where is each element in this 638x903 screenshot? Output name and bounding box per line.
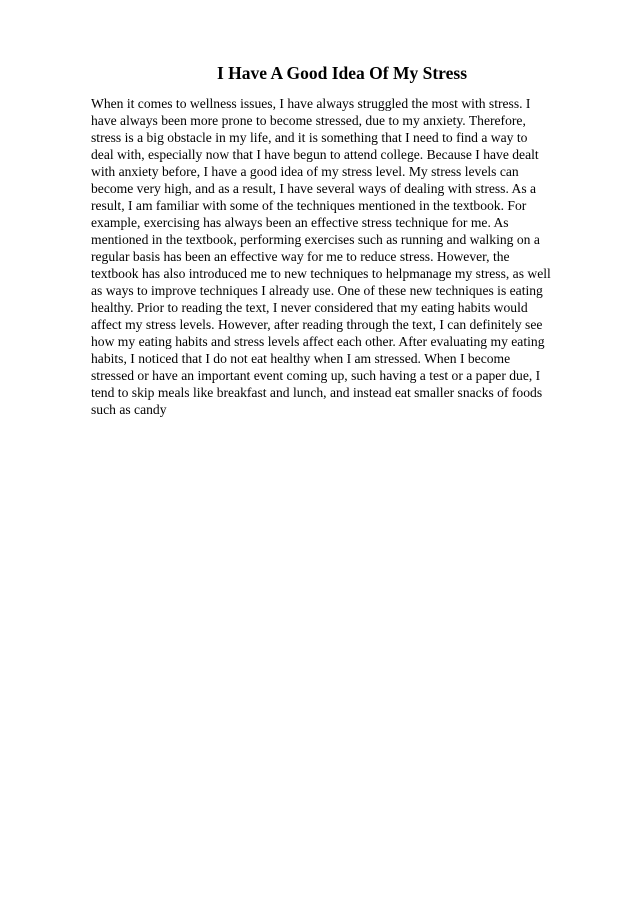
body-line: stress is a big obstacle in my life, and it is something that I need to find a way to [91,130,528,145]
body-line: as ways to improve techniques I already use. One of these new techniques is eating [91,283,543,298]
document-body [91,95,591,418]
body-line: deal with, especially now that I have begun to attend college. Because I have dealt [91,147,539,162]
body-line: tend to skip meals like breakfast and lunch, and instead eat smaller snacks of foods [91,385,543,400]
body-line: result, I am familiar with some of the techniques mentioned in the textbook. For [91,198,527,213]
document-title: I Have A Good Idea Of My Stress [216,63,468,83]
body-line: affect my stress levels. However, after reading through the text, I can definitely see [91,317,543,332]
body-line: regular basis has been an effective way for me to reduce stress. However, the [91,249,510,264]
body-line: healthy. Prior to reading the text, I never considered that my eating habits would [91,300,528,315]
body-line: with anxiety before, I have a good idea of my stress level. My stress levels can [91,164,519,179]
body-line: When it comes to wellness issues, I have always struggled the most with stress. I [91,96,531,111]
body-line: such as candy [91,402,167,417]
body-line: habits, I noticed that I do not eat healthy when I am stressed. When I become [91,351,511,366]
body-line: stressed or have an important event coming up, such having a test or a paper due, I [91,368,541,383]
body-line: have always been more prone to become stressed, due to my anxiety. Therefore, [91,113,526,128]
body-line: mentioned in the textbook, performing exercises such as running and walking on a [91,232,540,247]
body-line: how my eating habits and stress levels affect each other. After evaluating my eating [91,334,545,349]
body-line: become very high, and as a result, I have several ways of dealing with stress. As a [91,181,537,196]
body-line: example, exercising has always been an effective stress technique for me. As [91,215,509,230]
body-line: textbook has also introduced me to new techniques to helpmanage my stress, as well [91,266,551,281]
